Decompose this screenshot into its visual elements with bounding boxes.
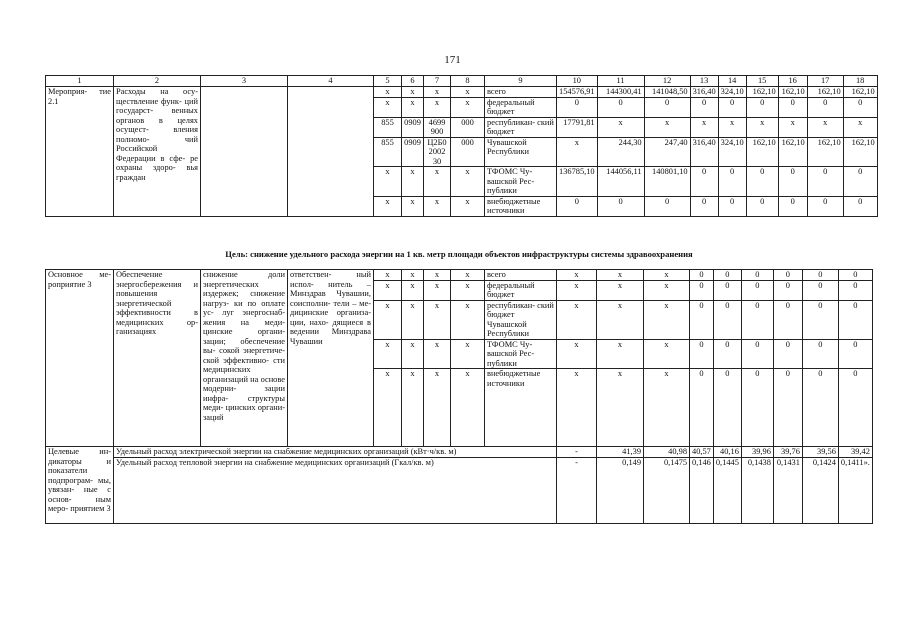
event-description: Расходы на осу- ществление функ- ций государст- венных органов в целях осущест- вления полномо- чий Российской Федерации в сфе- ре охраны здоро- вья граждан [114,87,201,217]
value-cell: 0 [746,97,778,117]
code-cell: 4699 900 [424,117,451,137]
value-cell: 0 [807,97,843,117]
code-cell: x [402,300,424,339]
col-number: 16 [778,76,807,87]
source-cell: федеральный бюджет [485,97,557,117]
col-number: 7 [424,76,451,87]
value-cell: 41,39 [597,447,644,458]
value-cell: 0 [741,300,773,339]
responsible-executor: ответствен- ный испол- нитель – Минздрав Чувашии, соисполни- тели – ме- дицинские организа- ции, нахо- дящиеся в ведении Минздрава Чувашии [288,270,374,447]
value-cell: 0 [690,167,718,197]
value-cell: 0,1445 [713,457,741,523]
value-cell: 316,40 [690,137,718,167]
value-cell: 144300,41 [597,87,644,98]
value-cell: 162,10 [843,87,877,98]
code-cell: x [451,300,485,339]
value-cell: 162,10 [807,137,843,167]
value-cell: 0 [746,167,778,197]
value-cell: 154576,91 [557,87,598,98]
value-cell: 0 [713,280,741,300]
col-number: 4 [288,76,374,87]
col-number: 8 [451,76,485,87]
value-cell: 40,16 [713,447,741,458]
value-cell: 0,1438 [741,457,773,523]
value-cell: 144056,11 [597,167,644,197]
col-number: 13 [690,76,718,87]
code-cell: x [451,339,485,369]
value-cell: 0 [557,97,598,117]
value-cell: 0 [713,300,741,339]
value-cell: 0,1411». [838,457,872,523]
code-cell: x [374,339,402,369]
value-cell: 39,56 [802,447,838,458]
value-cell: 0,1431 [773,457,802,523]
value-cell: 0 [802,280,838,300]
col-number: 1 [46,76,114,87]
col-number: 10 [557,76,598,87]
value-cell: 0 [597,196,644,216]
code-cell: x [374,300,402,339]
value-cell: 0,146 [690,457,714,523]
value-cell: x [557,300,597,339]
code-cell: x [402,167,424,197]
value-cell: 0 [773,270,802,281]
source-cell: Чувашской Республики [485,137,557,167]
value-cell: 39,76 [773,447,802,458]
value-cell: 162,10 [807,87,843,98]
value-cell: 324,10 [718,137,746,167]
page-number: 171 [444,54,461,66]
source-cell: внебюджетные источники [485,196,557,216]
col-number: 5 [374,76,402,87]
value-cell: x [597,117,644,137]
budget-table-bottom [45,269,873,524]
code-cell: 000 [451,137,485,167]
code-cell: x [424,97,451,117]
value-cell: 0 [778,167,807,197]
value-cell: 0 [802,270,838,281]
value-cell: 0 [690,339,714,369]
col-number: 17 [807,76,843,87]
value-cell: 0 [838,280,872,300]
col-number: 2 [114,76,201,87]
source-cell: внебюджетные источники [485,369,557,447]
value-cell: 39,42 [838,447,872,458]
col-number: 6 [402,76,424,87]
value-cell: 17791,81 [557,117,598,137]
value-cell: 0 [838,339,872,369]
budget-table-top [45,75,878,217]
empty-cell [288,87,374,217]
code-cell: x [374,270,402,281]
col-number: 14 [718,76,746,87]
value-cell: 0 [718,196,746,216]
indicator-name: Удельный расход тепловой энергии на снабжение медицинских организаций (Гкал/кв. м) [114,457,557,523]
value-cell: 141048,50 [644,87,690,98]
value-cell: x [718,117,746,137]
source-cell: ТФОМС Чу- вашской Рес- публики [485,339,557,369]
col-number: 9 [485,76,557,87]
value-cell: 0 [713,339,741,369]
code-cell: x [402,97,424,117]
value-cell: 39,96 [741,447,773,458]
value-cell: 0 [713,270,741,281]
code-cell: x [402,339,424,369]
value-cell: 0,149 [597,457,644,523]
value-cell: 162,10 [843,137,877,167]
value-cell: 162,10 [778,87,807,98]
code-cell: x [424,300,451,339]
value-cell: 0,1424 [802,457,838,523]
code-cell: x [402,280,424,300]
code-cell: x [451,196,485,216]
value-cell: 0 [741,280,773,300]
code-cell: x [451,280,485,300]
indicators-label: Целевые ин- дикаторы и показатели подпрограм- мы, увязан- ные с основ- ным меро- приятием 3 [46,447,114,524]
value-cell: 0 [597,97,644,117]
value-cell: x [557,339,597,369]
code-cell: 855 [374,117,402,137]
value-cell: x [597,270,644,281]
value-cell: 0 [778,97,807,117]
value-cell: - [557,447,597,458]
value-cell: 0 [690,97,718,117]
code-cell: x [374,87,402,98]
event-description: Обеспечение энергосбережения и повышения энергетической эффективности в медицинских ор- ганизациях [114,270,201,447]
value-cell: x [843,117,877,137]
col-number: 3 [201,76,288,87]
value-cell: 0 [718,97,746,117]
value-cell: 0 [773,339,802,369]
value-cell: 0 [690,270,714,281]
code-cell: x [402,270,424,281]
value-cell: 0 [741,270,773,281]
indicator-name: Удельный расход электрической энергии на снабжение медицинских организаций (кВт·ч/кв. м) [114,447,557,458]
code-cell: x [451,87,485,98]
value-cell: x [644,117,690,137]
value-cell: 0 [838,300,872,339]
code-cell: x [424,369,451,447]
source-cell: всего [485,270,557,281]
value-cell: 40,98 [644,447,690,458]
value-cell: 0 [802,369,838,447]
value-cell: 0 [838,369,872,447]
value-cell: x [644,339,690,369]
value-cell: 0 [778,196,807,216]
value-cell: 324,10 [718,87,746,98]
code-cell: x [424,280,451,300]
col-number: 11 [597,76,644,87]
source-cell: республикан- ский бюджет Чувашской Республики [485,300,557,339]
value-cell: 0 [843,97,877,117]
value-cell: x [557,270,597,281]
code-cell: x [451,167,485,197]
event-name: Мероприя- тие 2.1 [46,87,114,217]
code-cell: x [374,97,402,117]
code-cell: 855 [374,137,402,167]
expected-result: снижение доли энергетических издержек; снижение нагруз- ки по оплате ус- луг энергоснаб- жения на меди- цинские органи- зации; обеспечение вы- сокой энергетиче- ской эффективно- сти медицинских организаций на основе модерни- зации инфра- структуры меди- цинских органи- заций [201,270,288,447]
value-cell: 0 [741,339,773,369]
value-cell: 0 [773,369,802,447]
value-cell: 0 [718,167,746,197]
code-cell: x [424,270,451,281]
value-cell: x [807,117,843,137]
code-cell: x [424,339,451,369]
value-cell: x [746,117,778,137]
value-cell: x [644,280,690,300]
col-number: 18 [843,76,877,87]
value-cell: 316,40 [690,87,718,98]
value-cell: x [644,300,690,339]
value-cell: 162,10 [778,137,807,167]
value-cell: 0 [713,369,741,447]
value-cell: 0 [644,196,690,216]
value-cell: 0 [746,196,778,216]
value-cell: x [557,137,598,167]
code-cell: Ц2Б0 2002 30 [424,137,451,167]
code-cell: x [424,167,451,197]
code-cell: x [402,369,424,447]
value-cell: 162,10 [746,137,778,167]
code-cell: 0909 [402,117,424,137]
value-cell: 247,40 [644,137,690,167]
value-cell: 0 [690,369,714,447]
value-cell: x [644,369,690,447]
value-cell: 0 [741,369,773,447]
code-cell: x [374,369,402,447]
code-cell: x [451,369,485,447]
empty-cell [201,87,288,217]
value-cell: 0 [838,270,872,281]
source-cell: всего [485,87,557,98]
value-cell: x [778,117,807,137]
value-cell: 40,57 [690,447,714,458]
source-cell: республикан- ский бюджет [485,117,557,137]
value-cell: x [597,339,644,369]
indicator-row [46,457,873,523]
value-cell: 0 [773,300,802,339]
table-row [46,87,878,98]
value-cell: x [597,280,644,300]
code-cell: x [402,196,424,216]
code-cell: x [402,87,424,98]
value-cell: x [690,117,718,137]
source-cell: ТФОМС Чу- вашской Рес- публики [485,167,557,197]
value-cell: 0 [557,196,598,216]
code-cell: x [374,196,402,216]
code-cell: x [424,87,451,98]
value-cell: 0 [807,196,843,216]
value-cell: - [557,457,597,523]
goal-heading: Цель: снижение удельного расхода энергии на 1 кв. метр площади объектов инфраструктуры системы здравоохранения [225,249,693,259]
value-cell: 0 [690,300,714,339]
value-cell: 0 [773,280,802,300]
event-name: Основное ме- роприятие 3 [46,270,114,447]
col-number: 12 [644,76,690,87]
code-cell: x [451,97,485,117]
code-cell: 0909 [402,137,424,167]
value-cell: 0,1475 [644,457,690,523]
code-cell: x [374,280,402,300]
value-cell: 0 [802,300,838,339]
value-cell: 0 [843,167,877,197]
code-cell: x [424,196,451,216]
value-cell: 0 [690,196,718,216]
value-cell: 0 [807,167,843,197]
value-cell: x [597,300,644,339]
value-cell: x [557,280,597,300]
column-number-row [46,76,878,87]
code-cell: x [374,167,402,197]
value-cell: 0 [690,280,714,300]
value-cell: 244,30 [597,137,644,167]
col-number: 15 [746,76,778,87]
value-cell: 162,10 [746,87,778,98]
indicator-row [46,447,873,458]
value-cell: 0 [802,339,838,369]
code-cell: 000 [451,117,485,137]
value-cell: 136785,10 [557,167,598,197]
value-cell: 0 [843,196,877,216]
code-cell: x [451,270,485,281]
value-cell: 0 [644,97,690,117]
value-cell: x [557,369,597,447]
value-cell: 140801,10 [644,167,690,197]
value-cell: x [644,270,690,281]
value-cell: x [597,369,644,447]
table-row [46,270,873,281]
source-cell: федеральный бюджет [485,280,557,300]
